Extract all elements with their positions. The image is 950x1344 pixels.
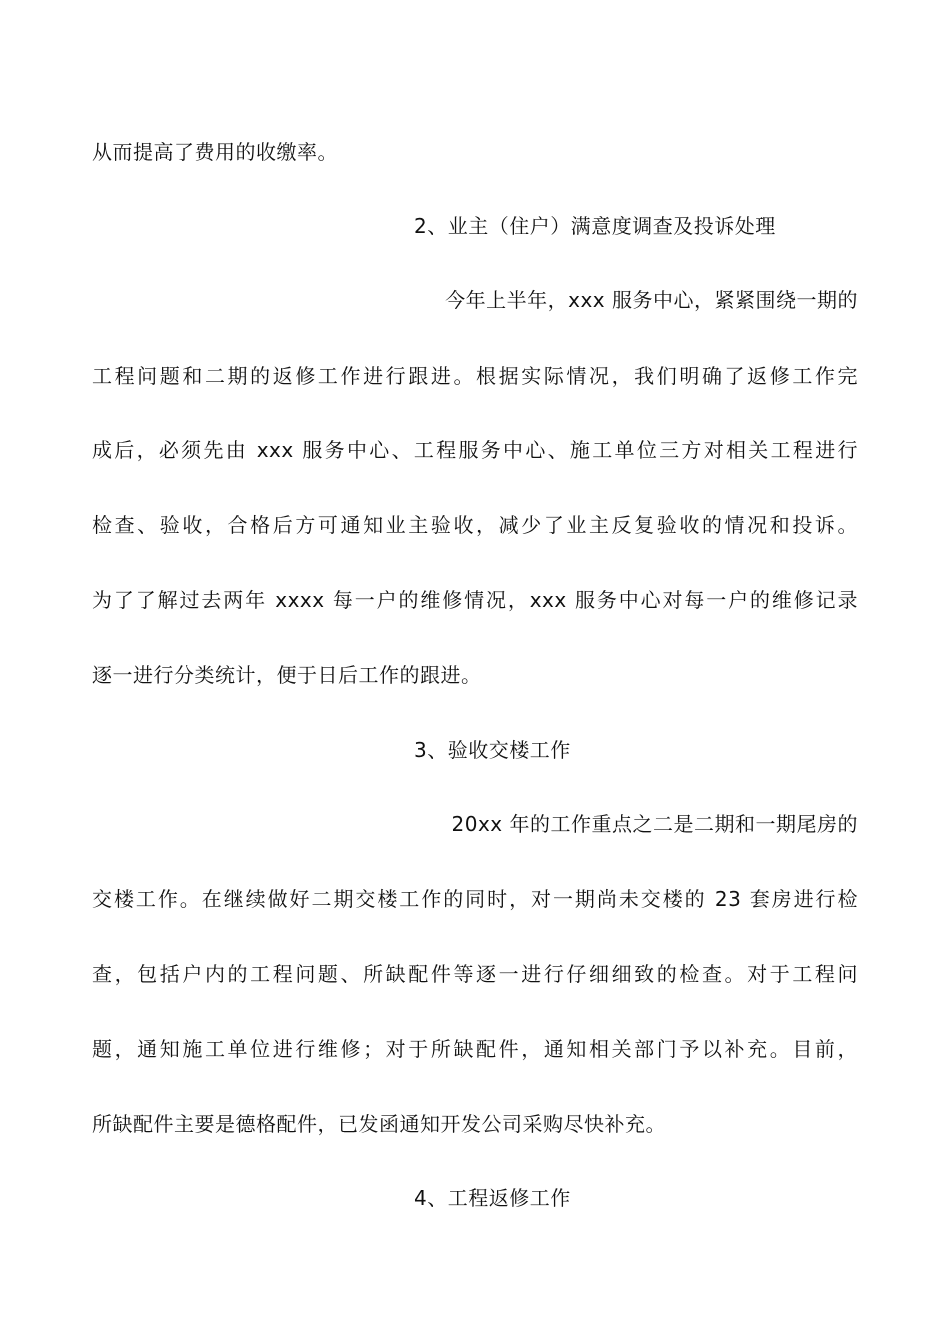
paragraph-line: 所缺配件主要是德格配件，已发函通知开发公司采购尽快补充。 <box>92 1112 666 1136</box>
section-heading: 2、业主（住户）满意度调查及投诉处理 <box>414 214 776 238</box>
paragraph-line: 题，通知施工单位进行维修；对于所缺配件，通知相关部门予以补充。目前， <box>92 1037 858 1061</box>
paragraph-line: 交楼工作。在继续做好二期交楼工作的同时，对一期尚未交楼的 23 套房进行检 <box>92 887 858 911</box>
paragraph-line: 查，包括户内的工程问题、所缺配件等逐一进行仔细细致的检查。对于工程问 <box>92 962 858 986</box>
paragraph-line: 今年上半年，xxx 服务中心，紧紧围绕一期的 <box>445 288 858 312</box>
paragraph-line: 成后，必须先由 xxx 服务中心、工程服务中心、施工单位三方对相关工程进行 <box>92 438 858 462</box>
section-heading: 3、验收交楼工作 <box>414 738 571 762</box>
paragraph-line: 检查、验收，合格后方可通知业主验收，减少了业主反复验收的情况和投诉。 <box>92 513 858 537</box>
paragraph-line: 工程问题和二期的返修工作进行跟进。根据实际情况，我们明确了返修工作完 <box>92 364 858 388</box>
paragraph-line: 从而提高了费用的收缴率。 <box>92 140 338 164</box>
paragraph-line: 为了了解过去两年 xxxx 每一户的维修情况，xxx 服务中心对每一户的维修记录 <box>92 588 858 612</box>
paragraph-line: 逐一进行分类统计，便于日后工作的跟进。 <box>92 663 482 687</box>
paragraph-line: 20xx 年的工作重点之二是二期和一期尾房的 <box>451 812 858 836</box>
section-heading: 4、工程返修工作 <box>414 1186 571 1210</box>
